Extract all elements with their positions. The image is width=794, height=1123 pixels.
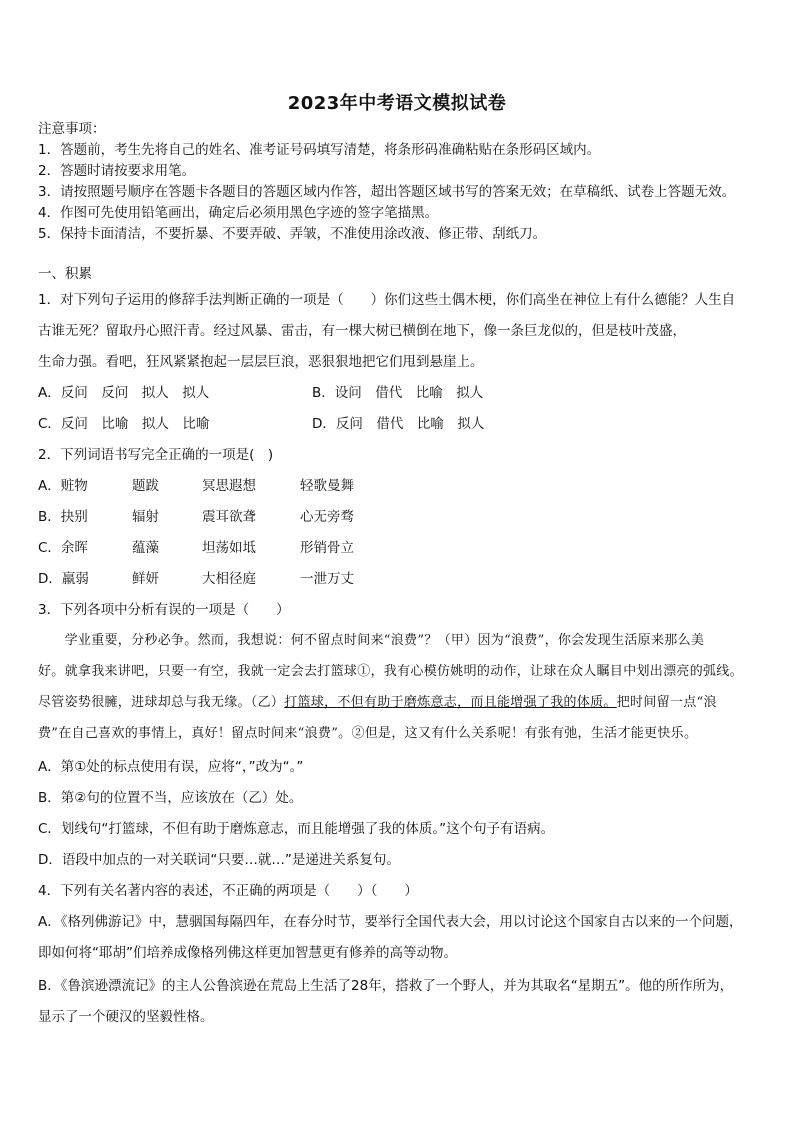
q3-passage-line-1: 学业重要，分秒必争。然而，我想说：何不留点时间来“浪费”？（甲）因为“浪费”，你会发现生活原来那么美 — [38, 633, 705, 648]
q3-passage-line-2: 好。就拿我来讲吧，只要一有空，我就一定会去打篮球①，我有心模仿姚明的动作，让球在众人瞩目中划出漂亮的弧线。 — [38, 664, 743, 679]
q1-stem-line-2: 古谁无死？留取丹心照汗青。经过风暴、雷击，有一棵大树已横倒在地下，像一条巨龙似的，但是枝叶茂盛， — [38, 323, 686, 339]
q2-row-d-word-1: D．羸弱 — [38, 571, 89, 587]
q2-row-d-word-3: 大相径庭 — [202, 571, 256, 587]
q3-underlined-sentence: 打篮球，不但有助于磨炼意志，而且能增强了我的体质。 — [284, 695, 617, 710]
q2-row-c-word-1: C．余晖 — [38, 540, 88, 556]
q2-row-c-word-2: 蕴藻 — [132, 540, 159, 556]
q2-row-a-word-3: 冥思遐想 — [202, 478, 256, 494]
q1-stem-line-3: 生命力强。看吧，狂风紧紧抱起一层层巨浪，恶狠狠地把它们甩到悬崖上。 — [38, 354, 484, 370]
page-title: 2023年中考语文模拟试卷 — [287, 93, 507, 114]
q3-passage-line-3 — [38, 694, 758, 712]
q4-stem: 4．下列有关名著内容的表述，不正确的两项是（ ）（ ） — [38, 883, 418, 899]
q2-row-c-word-3: 坦荡如坻 — [202, 540, 256, 556]
notice-heading: 注意事项： — [38, 121, 106, 137]
section-heading: 一、积累 — [38, 266, 92, 282]
q3-option-b: B．第②句的位置不当，应该放在（乙）处。 — [38, 790, 303, 806]
q3-passage-text-tail: 把时间留一点“浪 — [616, 695, 717, 710]
q2-stem: 2．下列词语书写完全正确的一项是( ) — [38, 447, 274, 463]
q2-row-a-word-2: 题跋 — [132, 478, 159, 494]
q4-option-a-line-2: 即如何将“耶胡”们培养成像格列佛这样更加智慧更有修养的高等动物。 — [38, 945, 457, 961]
q3-passage-line-4: 费”在自己喜欢的事情上，真好！留点时间来“浪费”。②但是，这又有什么关系呢！有张有弛，生活才能更快乐。 — [38, 726, 698, 741]
q1-stem-line-1: 1．对下列句子运用的修辞手法判断正确的一项是（ ）你们这些土偶木梗，你们高坐在神位上有什么德能？人生自 — [38, 292, 736, 308]
q1-option-c: C．反问 比喻 拟人 比喻 — [38, 416, 210, 432]
q2-row-b-word-4: 心无旁骛 — [300, 509, 354, 525]
q3-option-a: A．第①处的标点使用有误，应将“，”改为“。” — [38, 759, 304, 775]
notice-item-1: 1．答题前，考生先将自己的姓名、准考证号码填写清楚，将条形码准确粘贴在条形码区域内。 — [38, 142, 601, 158]
q3-passage-text: 尽管姿势很臃，进球却总与我无缘。（乙） — [38, 695, 285, 710]
q2-row-a-word-4: 轻歌曼舞 — [300, 478, 354, 494]
q1-option-a: A．反问 反问 拟人 拟人 — [38, 385, 210, 401]
q2-row-d-word-4: 一泄万丈 — [300, 571, 354, 587]
q1-option-b: B．设问 借代 比喻 拟人 — [312, 385, 484, 401]
q2-row-a-word-1: A．赃物 — [38, 478, 88, 494]
q4-option-a-line-1: A．《格列佛游记》中，慧骃国每隔四年，在春分时节，要举行全国代表大会，用以讨论这个国家自古以来的一个问题， — [38, 914, 743, 930]
q4-option-b-line-2: 显示了一个硬汉的坚毅性格。 — [38, 1009, 214, 1025]
notice-item-5: 5．保持卡面清洁，不要折暴、不要弄破、弄皱，不准使用涂改液、修正带、刮纸刀。 — [38, 226, 547, 242]
q2-row-b-word-2: 辐射 — [132, 509, 159, 525]
q2-row-b-word-1: B．抉别 — [38, 509, 88, 525]
q2-row-b-word-3: 震耳欲聋 — [202, 509, 256, 525]
q2-row-c-word-4: 形销骨立 — [300, 540, 354, 556]
q1-option-d: D．反问 借代 比喻 拟人 — [312, 416, 485, 432]
notice-item-3: 3．请按照题号顺序在答题卡各题目的答题区域内作答，超出答题区域书写的答案无效；在草稿纸、试卷上答题无效。 — [38, 184, 736, 200]
q2-row-d-word-2: 鲜妍 — [132, 571, 159, 587]
q4-option-b-line-1: B．《鲁滨逊漂流记》的主人公鲁滨逊在荒岛上生活了28年，搭救了一个野人，并为其取名“星期五”。他的所作所为， — [38, 978, 734, 994]
q3-option-c: C．划线句“打篮球，不但有助于磨炼意志，而且能增强了我的体质。”这个句子有语病。 — [38, 821, 555, 837]
notice-item-4: 4．作图可先使用铅笔画出，确定后必须用黑色字迹的签字笔描黑。 — [38, 205, 439, 221]
notice-item-2: 2．答题时请按要求用笔。 — [38, 163, 196, 179]
q3-stem: 3．下列各项中分析有误的一项是（ ） — [38, 602, 290, 618]
q3-option-d: D．语段中加点的一对关联词“只要…就…”是递进关系复句。 — [38, 852, 400, 868]
